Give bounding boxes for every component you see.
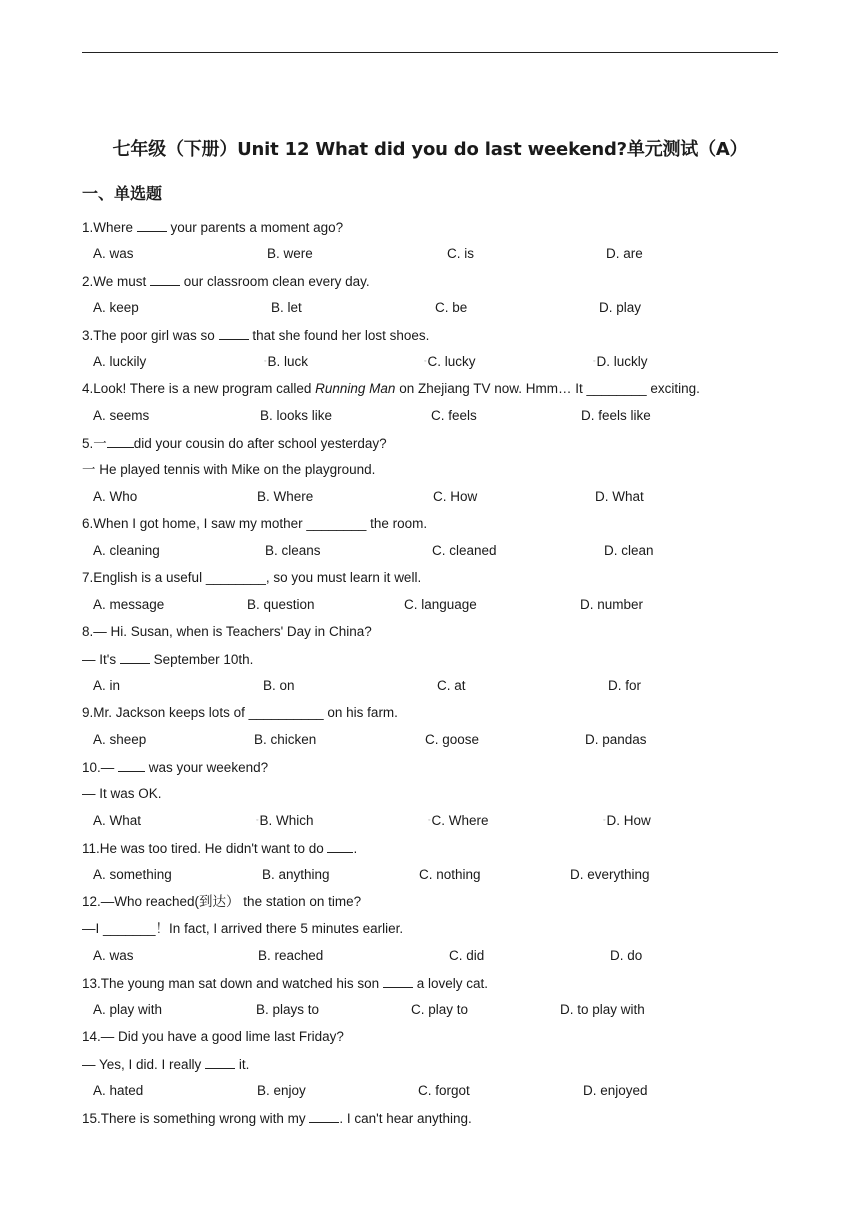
answer-blank[interactable] [120,649,150,664]
question-4-text: 4.Look! There is a new program called Running Man on Zhejiang TV now. Hmm… It ________ exciting. [82,381,700,396]
option-a[interactable]: A. What [93,813,142,828]
option-a[interactable]: A. message [93,597,165,612]
option-a[interactable]: A. cleaning [93,543,160,558]
question-6-text: 6.When I got home, I saw my mother ________ the room. [82,516,428,531]
question-15-text: 15.There is something wrong with my . I can't hear anything. [82,1108,472,1128]
header-rule [82,52,778,53]
option-c[interactable]: C. did [449,948,485,963]
option-b[interactable]: ◦B. luck [264,354,308,369]
option-a[interactable]: A. play with [93,1002,163,1017]
option-d[interactable]: ◦D. How [603,813,651,828]
option-a[interactable]: A. luckily [93,354,147,369]
question-10-reply: — It was OK. [82,786,162,801]
option-a[interactable]: A. keep [93,300,139,315]
option-c[interactable]: C. forgot [418,1083,470,1098]
option-c[interactable]: C. at [437,678,466,693]
option-c[interactable]: C. cleaned [432,543,497,558]
option-d[interactable]: D. to play with [560,1002,645,1017]
question-14-reply: — Yes, I did. I really it. [82,1054,249,1074]
option-a[interactable]: A. hated [93,1083,144,1098]
option-d[interactable]: D. for [608,678,642,693]
answer-blank[interactable] [118,757,145,772]
option-c[interactable]: C. How [433,489,478,504]
option-b[interactable]: B. reached [258,948,324,963]
option-a[interactable]: A. in [93,678,121,693]
option-c[interactable]: ◦C. lucky [424,354,476,369]
option-d[interactable]: ◦D. luckly [593,354,648,369]
question-7-text: 7.English is a useful ________, so you must learn it well. [82,570,422,585]
answer-blank[interactable] [137,217,167,232]
option-d[interactable]: D. are [606,246,643,261]
option-b[interactable]: B. plays to [256,1002,320,1017]
answer-blank[interactable] [205,1054,235,1069]
question-2-text: 2.We must our classroom clean every day. [82,271,370,291]
answer-blank[interactable] [107,433,134,448]
option-c[interactable]: ◦C. Where [428,813,489,828]
question-12-text: 12.—Who reached(到达） the station on time? [82,894,362,909]
option-a[interactable]: A. was [93,246,134,261]
question-5-text: 5.一 did your cousin do after school yesterday? [82,433,387,453]
option-d[interactable]: D. everything [570,867,650,882]
question-9-text: 9.Mr. Jackson keeps lots of __________ on his farm. [82,705,398,720]
option-b[interactable]: B. looks like [260,408,333,423]
option-c[interactable]: C. be [435,300,468,315]
option-c[interactable]: C. nothing [419,867,481,882]
option-c[interactable]: C. play to [411,1002,469,1017]
question-1-text: 1.Where your parents a moment ago? [82,217,343,237]
option-a[interactable]: A. seems [93,408,150,423]
question-3-text: 3.The poor girl was so that she found her lost shoes. [82,325,429,345]
question-8-reply: — It's September 10th. [82,649,253,669]
option-d[interactable]: D. number [580,597,644,612]
option-b[interactable]: B. on [263,678,295,693]
option-b[interactable]: B. anything [262,867,330,882]
option-a[interactable]: A. Who [93,489,138,504]
question-14-text: 14.— Did you have a good lime last Friday? [82,1029,344,1044]
section-heading: 一、单选题 [82,184,163,203]
question-13-text: 13.The young man sat down and watched his son a lovely cat. [82,973,488,993]
option-b[interactable]: B. Where [257,489,314,504]
option-d[interactable]: D. play [599,300,642,315]
option-b[interactable]: B. cleans [265,543,321,558]
option-a[interactable]: A. was [93,948,134,963]
option-d[interactable]: D. pandas [585,732,647,747]
option-c[interactable]: C. language [404,597,477,612]
question-5-reply: 一 He played tennis with Mike on the playground. [82,462,376,477]
answer-blank[interactable] [219,325,249,340]
answer-blank[interactable] [150,271,180,286]
option-c[interactable]: C. feels [431,408,477,423]
option-d[interactable]: D. do [610,948,643,963]
question-8-text: 8.— Hi. Susan, when is Teachers' Day in China? [82,624,372,639]
answer-blank[interactable] [309,1108,339,1123]
option-b[interactable]: B. enjoy [257,1083,306,1098]
question-12-reply: —I _______！In fact, I arrived there 5 minutes earlier. [82,921,404,936]
question-11-text: 11.He was too tired. He didn't want to do . [82,838,357,858]
option-b[interactable]: B. were [267,246,313,261]
option-c[interactable]: C. goose [425,732,480,747]
option-a[interactable]: A. something [93,867,172,882]
answer-blank[interactable] [327,838,353,853]
option-d[interactable]: D. feels like [581,408,651,423]
option-a[interactable]: A. sheep [93,732,147,747]
option-b[interactable]: B. chicken [254,732,317,747]
option-b[interactable]: B. let [271,300,302,315]
option-d[interactable]: D. clean [604,543,654,558]
option-d[interactable]: D. What [595,489,644,504]
option-d[interactable]: D. enjoyed [583,1083,648,1098]
option-b[interactable]: ◦B. Which [256,813,314,828]
page-title: 七年级（下册）Unit 12 What did you do last weekend?单元测试（A） [112,139,748,160]
option-b[interactable]: B. question [247,597,315,612]
answer-blank[interactable] [383,973,413,988]
option-c[interactable]: C. is [447,246,474,261]
question-10-text: 10.— was your weekend? [82,757,268,777]
